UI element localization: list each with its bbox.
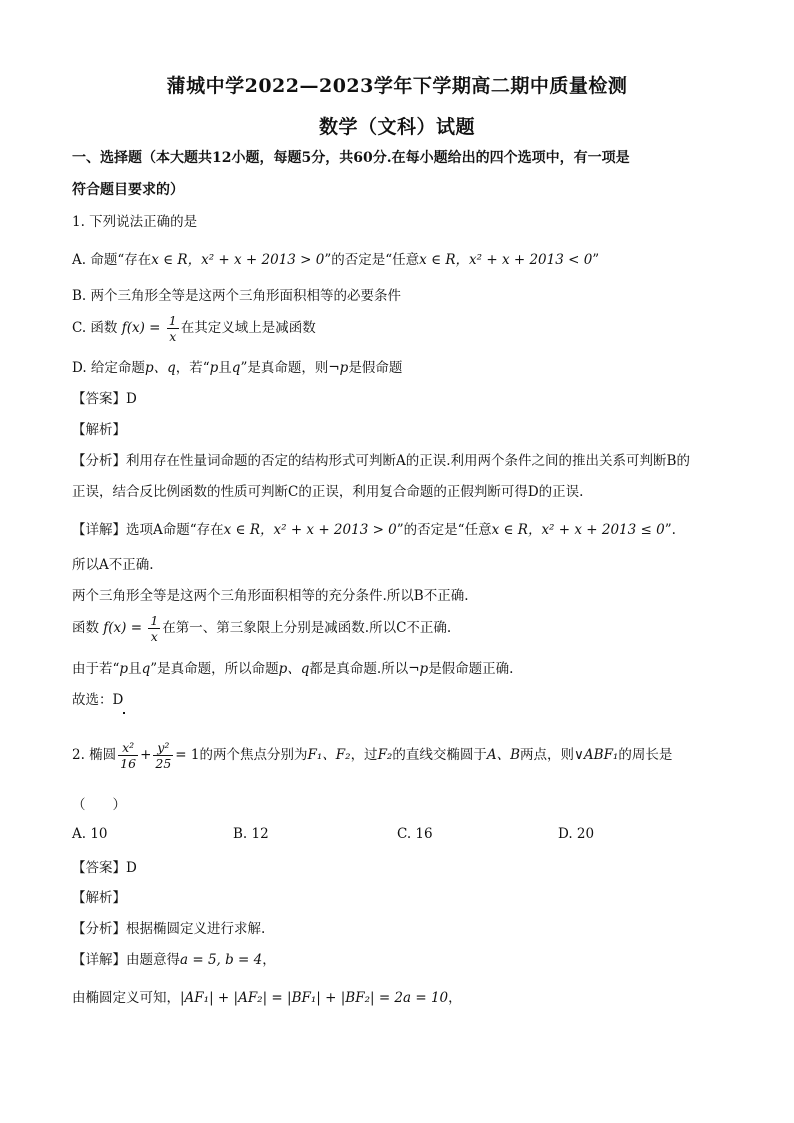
q1-a-prefix: A. 命题“存在 bbox=[72, 252, 152, 268]
q1-line-d-pq: p、q bbox=[278, 661, 310, 677]
q1-answer: 【答案】D bbox=[72, 391, 137, 407]
q1-line-c-fraction bbox=[148, 613, 160, 644]
q1-d-p: p bbox=[209, 360, 219, 376]
q2-stem-mid: 的两个焦点分别为 bbox=[199, 747, 308, 763]
section-heading-line1: 一、选择题（本大题共12小题，每题5分，共60分.在每小题给出的四个选项中，有一项是 bbox=[72, 150, 630, 166]
q2-detail-suffix: ， bbox=[262, 952, 276, 968]
q1-line-d bbox=[72, 659, 732, 679]
q1-detail bbox=[72, 520, 732, 540]
q1-c-fraction bbox=[167, 313, 179, 344]
q1-line-d-and: 且 bbox=[128, 661, 142, 677]
q2-f2-den: 25 bbox=[155, 756, 172, 771]
q1-option-b: B. 两个三角形全等是这两个三角形面积相等的必要条件 bbox=[72, 288, 402, 304]
q1-option-a bbox=[72, 250, 732, 270]
q1-detail-mid: ”的否定是“任意 bbox=[396, 522, 492, 538]
q2-detail bbox=[72, 950, 732, 970]
q2-stem bbox=[72, 740, 732, 771]
q2-analysis: 【解析】 bbox=[72, 890, 126, 906]
exam-subtitle: 数学（文科）试题 bbox=[318, 116, 475, 138]
q1-fenxi-line1: 【分析】利用存在性量词命题的否定的结构形式可判断A的正误.利用两个条件之间的推出关系可判断B的 bbox=[72, 453, 690, 469]
q2-last-suffix: ， bbox=[448, 990, 462, 1006]
q1-choose: 故选：D bbox=[72, 692, 124, 708]
q1-a-suffix: ” bbox=[592, 252, 600, 268]
q1-fenxi-line2: 正误，结合反比例函数的性质可判断C的正误，利用复合命题的正假判断可得D的正误. bbox=[72, 484, 584, 500]
q2-option-a: A. 10 bbox=[72, 826, 108, 842]
q1-option-c bbox=[72, 313, 732, 344]
exam-title: 蒲城中学2022—2023学年下学期高二期中质量检测 bbox=[166, 75, 628, 97]
q2-stem-mid4: 两点，则 bbox=[520, 747, 575, 763]
q1-d-and: 且 bbox=[218, 360, 232, 376]
q2-stem-mid2: ，过 bbox=[350, 747, 378, 763]
q2-stem-mid3: 的直线交椭圆于 bbox=[392, 747, 487, 763]
q1-stem: 1. 下列说法正确的是 bbox=[72, 214, 198, 230]
q1-line-d-prefix: 由于若“ bbox=[72, 661, 120, 677]
q2-paren: （ ） bbox=[72, 797, 126, 813]
q1-line-c bbox=[72, 613, 732, 644]
q1-d-np: ¬p bbox=[328, 360, 349, 376]
q1-a-mid: ”的否定是“任意 bbox=[324, 252, 420, 268]
q2-fenxi: 【分析】根据椭圆定义进行求解. bbox=[72, 921, 266, 937]
q1-c-num: 1 bbox=[168, 313, 177, 328]
q2-f1-num: x² bbox=[118, 740, 138, 756]
q2-option-b: B. 12 bbox=[233, 826, 269, 842]
q1-a-math1: x ∈ R，x² + x + 2013 > 0 bbox=[151, 252, 325, 268]
q2-last-line bbox=[72, 988, 732, 1008]
q1-line-d-q: q bbox=[141, 661, 151, 677]
q1-c-den: x bbox=[169, 329, 177, 344]
q1-a-math2: x ∈ R，x² + x + 2013 < 0 bbox=[419, 252, 593, 268]
q1-line-d-mid2: 都是真命题.所以 bbox=[309, 661, 409, 677]
q1-line-c-num: 1 bbox=[150, 613, 159, 628]
q2-ab: A、B bbox=[486, 747, 521, 763]
q1-detail-suffix: ”. bbox=[664, 522, 676, 538]
q2-option-d: D. 20 bbox=[558, 826, 595, 842]
q2-stem-suffix: 的周长是 bbox=[618, 747, 673, 763]
q2-fraction-x bbox=[118, 740, 138, 771]
q1-d-mid: ，若“ bbox=[175, 360, 210, 376]
q2-plus: + bbox=[140, 747, 152, 763]
q1-d-mid2: ”是真命题，则 bbox=[240, 360, 329, 376]
q1-line-b: 两个三角形全等是这两个三角形面积相等的充分条件.所以B不正确. bbox=[72, 588, 469, 604]
stray-dot bbox=[123, 712, 125, 714]
q1-line-c-func: f(x) = bbox=[103, 620, 143, 636]
q1-line-d-suffix: 是假命题正确. bbox=[428, 661, 514, 677]
q1-d-q: q bbox=[231, 360, 241, 376]
q1-line-c-den: x bbox=[150, 629, 158, 644]
q2-option-c: C. 16 bbox=[397, 826, 433, 842]
q2-fraction-y bbox=[153, 740, 173, 771]
q2-answer: 【答案】D bbox=[72, 860, 137, 876]
q1-line-d-p: p bbox=[119, 661, 129, 677]
q2-detail-math: a = 5, b = 4 bbox=[180, 952, 263, 968]
q2-f2-num: y² bbox=[153, 740, 173, 756]
q1-analysis: 【解析】 bbox=[72, 422, 126, 438]
q2-last-prefix: 由椭圆定义可知， bbox=[72, 990, 180, 1006]
q1-line-d-mid: ”是真命题，所以命题 bbox=[150, 661, 279, 677]
q2-stem-prefix: 2. 椭圆 bbox=[72, 747, 117, 763]
section-heading-line2: 符合题目要求的） bbox=[72, 182, 184, 198]
q2-f1-den: 16 bbox=[120, 756, 137, 771]
q2-last-math: |AF₁| + |AF₂| = |BF₁| + |BF₂| = 2a = 10 bbox=[180, 990, 449, 1006]
q2-triangle: ∨ABF₁ bbox=[574, 747, 619, 763]
q1-c-prefix: C. 函数 bbox=[72, 320, 118, 336]
q1-c-suffix: 在其定义域上是减函数 bbox=[180, 320, 316, 336]
q1-line-a: 所以A不正确. bbox=[72, 557, 154, 573]
q1-line-c-prefix: 函数 bbox=[72, 620, 99, 636]
q1-c-func: f(x) = bbox=[121, 320, 161, 336]
q2-eq: = 1 bbox=[175, 747, 200, 763]
q2-foci: F₁、F₂ bbox=[307, 747, 351, 763]
q1-detail-prefix: 【详解】选项A命题“存在 bbox=[72, 522, 224, 538]
q2-detail-prefix: 【详解】由题意得 bbox=[72, 952, 180, 968]
q1-detail-math1: x ∈ R，x² + x + 2013 > 0 bbox=[223, 522, 397, 538]
q1-option-d bbox=[72, 358, 732, 378]
q1-d-pq: p、q bbox=[144, 360, 176, 376]
q1-detail-math2: x ∈ R，x² + x + 2013 ≤ 0 bbox=[491, 522, 665, 538]
q1-line-c-suffix: 在第一、第三象限上分别是减函数.所以C不正确. bbox=[162, 620, 452, 636]
q1-line-d-np: ¬p bbox=[408, 661, 429, 677]
q1-d-suffix: 是假命题 bbox=[348, 360, 403, 376]
q1-d-prefix: D. 给定命题 bbox=[72, 360, 145, 376]
q2-f2: F₂ bbox=[377, 747, 393, 763]
